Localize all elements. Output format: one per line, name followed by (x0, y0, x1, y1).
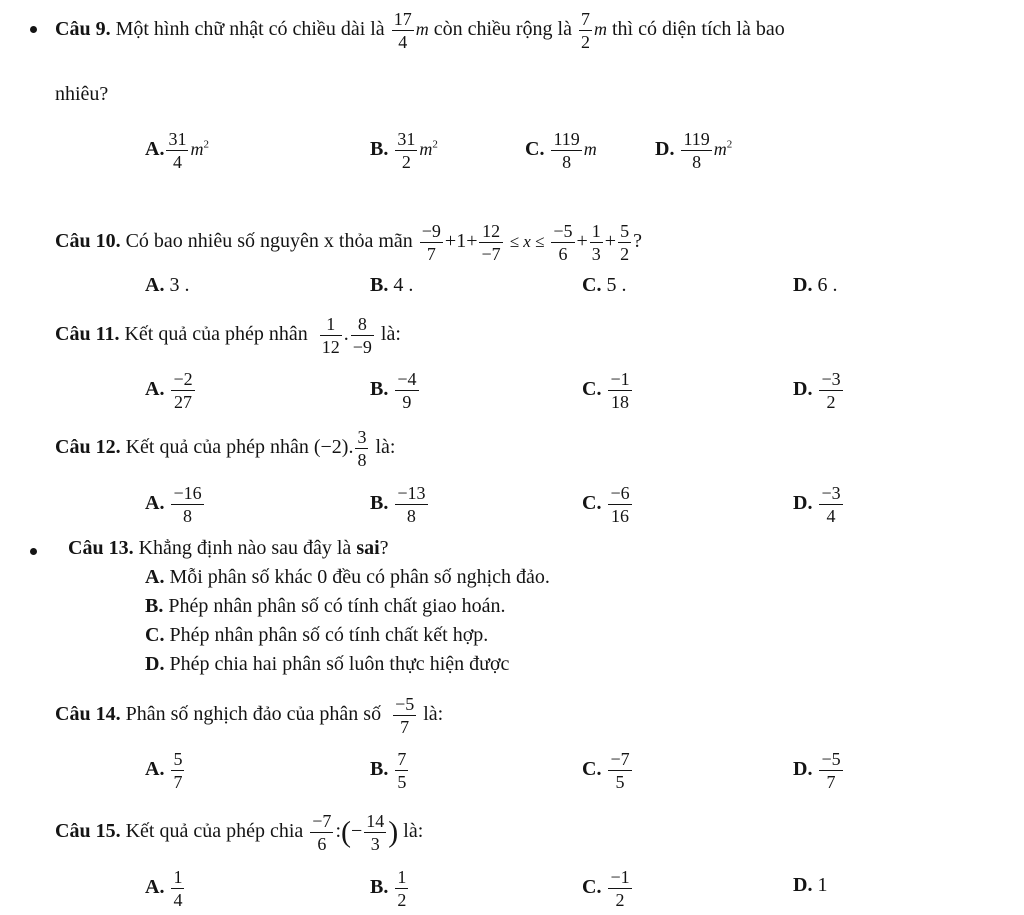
question-9-text-2: còn chiều rộng là (433, 18, 572, 41)
question-11-text: Kết quả của phép nhân (124, 323, 308, 346)
q11-option-a[interactable]: A. $\frac{-2}{27}$ (145, 369, 193, 412)
question-12: Câu 12. Kết quả của phép nhân (−2). $\frac{3}{8}$ là: (55, 427, 396, 470)
fraction: $\frac{5}{2}$ (620, 221, 630, 264)
q10-option-b[interactable]: B. 4 . (370, 274, 414, 296)
question-11: Câu 11. Kết quả của phép nhân $\frac{1}{12}$ . $\frac{8}{-9}$ là: (55, 314, 401, 357)
question-9-text-3: thì có diện tích là bao (611, 18, 785, 41)
q15-option-c[interactable]: C. $\frac{-1}{2}$ (582, 867, 630, 910)
question-12-label: Câu 12. (55, 436, 121, 459)
fraction: $\frac{8}{-9}$ (352, 314, 372, 357)
question-9-line-2: nhiêu? (55, 83, 109, 105)
fraction: $\frac{-5}{7}$ (395, 694, 415, 737)
bullet-q13 (30, 548, 37, 555)
q12-option-a[interactable]: A. $\frac{-16}{8}$ (145, 483, 202, 526)
fraction: $\frac{12}{-7}$ (481, 221, 501, 264)
fraction: $\frac{14}{3}$ (366, 811, 385, 854)
q13-option-b[interactable]: B. Phép nhân phân số có tính chất giao hoán. (145, 595, 506, 617)
question-15: Câu 15. Kết quả của phép chia $\frac{-7}{6}$ :(− $\frac{14}{3}$ ) là: (55, 811, 424, 854)
fraction: $\frac{1}{12}$ (321, 314, 340, 357)
q14-option-b[interactable]: B. $\frac{7}{5}$ (370, 749, 407, 792)
fraction: $\frac{-7}{6}$ (312, 811, 332, 854)
question-13-label: Câu 13. (68, 537, 134, 559)
multiplier: (−2). (313, 436, 354, 459)
fraction: $\frac{-9}{7}$ (421, 221, 441, 264)
question-11-label: Câu 11. (55, 323, 120, 346)
q12-option-d[interactable]: D. $\frac{-3}{4}$ (793, 483, 841, 526)
question-15-text: Kết quả của phép chia (125, 820, 304, 843)
q13-option-d[interactable]: D. Phép chia hai phân số luôn thực hiện được (145, 653, 510, 675)
q10-option-d[interactable]: D. 6 . (793, 274, 838, 296)
question-9-text: Một hình chữ nhật có chiều dài là (115, 18, 385, 41)
fraction: $\frac{3}{8}$ (357, 427, 367, 470)
question-14-text: Phân số nghịch đảo của phân số (125, 703, 382, 726)
fraction-length: $\frac{17}{4}$ (393, 9, 412, 52)
bullet-q9 (30, 26, 37, 33)
q10-option-c[interactable]: C. 5 . (582, 274, 627, 296)
q15-option-d[interactable]: D. 1 (793, 874, 828, 896)
q9-option-d[interactable]: D. $\frac{119}{8}$ $m^2$ (655, 129, 733, 172)
question-14-label: Câu 14. (55, 703, 121, 726)
question-9-label: Câu 9. (55, 18, 111, 41)
q11-option-d[interactable]: D. $\frac{-3}{2}$ (793, 369, 841, 412)
unit: m (415, 19, 429, 40)
q9-option-a[interactable]: A. $\frac{31}{4}$ $m^2$ (145, 129, 209, 172)
question-10: Câu 10. Có bao nhiêu số nguyên x thỏa mãn $\frac{-9}{7}$ +1+ $\frac{12}{-7}$ ≤ x ≤ $\frac{-5}{6}$ + $\frac{1}{3}$ + $\frac{5}{2}$ ? (55, 221, 642, 264)
emphasis: sai (356, 537, 380, 559)
question-13: Câu 13. Khẳng định nào sau đây là sai? (68, 537, 389, 559)
fraction: $\frac{-5}{6}$ (553, 221, 573, 264)
question-9 (55, 10, 785, 51)
q12-option-b[interactable]: B. $\frac{-13}{8}$ (370, 483, 426, 526)
q14-option-a[interactable]: A. $\frac{5}{7}$ (145, 749, 183, 792)
q14-option-c[interactable]: C. $\frac{-7}{5}$ (582, 749, 630, 792)
fraction: $\frac{1}{3}$ (591, 221, 601, 264)
q11-option-b[interactable]: B. $\frac{-4}{9}$ (370, 369, 417, 412)
q15-option-a[interactable]: A. $\frac{1}{4}$ (145, 867, 183, 910)
q15-option-b[interactable]: B. $\frac{1}{2}$ (370, 867, 407, 910)
q12-option-c[interactable]: C. $\frac{-6}{16}$ (582, 483, 630, 526)
question-10-text: Có bao nhiêu số nguyên x thỏa mãn (125, 230, 413, 253)
q9-option-b[interactable]: B. $\frac{31}{2}$ $m^2$ (370, 129, 438, 172)
question-13-text: Khẳng định nào sau đây là (138, 537, 352, 559)
q13-option-c[interactable]: C. Phép nhân phân số có tính chất kết hợp. (145, 624, 489, 646)
fraction-width: $\frac{7}{2}$ (580, 9, 590, 52)
question-14: Câu 14. Phân số nghịch đảo của phân số $\frac{-5}{7}$ là: (55, 694, 444, 737)
question-15-label: Câu 15. (55, 820, 121, 843)
question-12-text: Kết quả của phép nhân (125, 436, 309, 459)
q9-option-c[interactable]: C. $\frac{119}{8}$ m (525, 129, 597, 172)
q14-option-d[interactable]: D. $\frac{-5}{7}$ (793, 749, 841, 792)
q11-option-c[interactable]: C. $\frac{-1}{18}$ (582, 369, 630, 412)
question-10-label: Câu 10. (55, 230, 121, 253)
q13-option-a[interactable]: A. Mỗi phân số khác 0 đều có phân số nghịch đảo. (145, 566, 550, 588)
unit: m (593, 19, 607, 40)
q10-option-a[interactable]: A. 3 . (145, 274, 190, 296)
